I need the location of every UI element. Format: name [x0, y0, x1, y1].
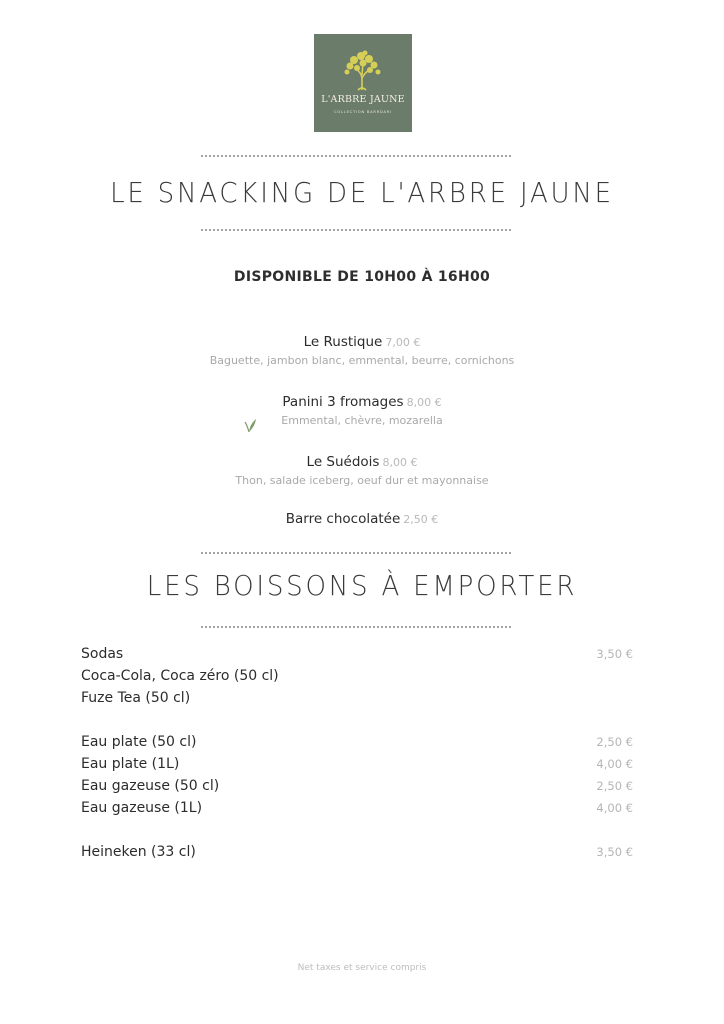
drink-row — [81, 687, 633, 709]
brand-logo — [314, 34, 412, 132]
drink-row — [81, 665, 633, 687]
drink-spacer — [81, 819, 633, 841]
drink-price: 2,50 € — [596, 735, 633, 749]
drink-price: 4,00 € — [596, 757, 633, 771]
drink-row — [81, 775, 633, 797]
dotted-divider — [201, 626, 511, 628]
logo-subtitle: COLLECTION BARRDARI — [334, 110, 392, 114]
snack-item — [0, 394, 724, 427]
drinks-list — [81, 643, 633, 863]
snack-name: Le Rustique — [303, 334, 383, 350]
drink-name: Eau gazeuse (1L) — [81, 800, 203, 816]
logo-name: L'ARBRE JAUNE — [321, 94, 405, 105]
snacking-title: LE SNACKING DE L'ARBRE JAUNE — [110, 176, 614, 209]
snack-description: Baguette, jambon blanc, emmental, beurre, cornichons — [209, 354, 515, 367]
snack-item — [0, 334, 724, 367]
drink-row — [81, 841, 633, 863]
vegetarian-leaf-icon — [244, 417, 258, 433]
drink-row — [81, 797, 633, 819]
drink-price: 2,50 € — [596, 779, 633, 793]
drink-name: Fuze Tea (50 cl) — [81, 690, 191, 706]
dotted-divider — [201, 552, 511, 554]
drink-name: Heineken (33 cl) — [81, 844, 196, 860]
snack-price: 8,00 € — [406, 396, 442, 409]
snack-price: 2,50 € — [403, 513, 439, 526]
footer-note: Net taxes et service compris — [297, 963, 427, 973]
drink-name: Eau plate (50 cl) — [81, 734, 197, 750]
drink-price: 3,50 € — [596, 845, 633, 859]
availability-hours: DISPONIBLE DE 10H00 À 16H00 — [233, 269, 491, 285]
drinks-title: LES BOISSONS À EMPORTER — [146, 569, 578, 602]
drink-price: 4,00 € — [596, 801, 633, 815]
snack-description: Thon, salade iceberg, oeuf dur et mayonnaise — [235, 474, 489, 487]
drink-price: 3,50 € — [596, 647, 633, 661]
drink-name: Sodas — [81, 646, 124, 662]
snack-name: Barre chocolatée — [285, 511, 401, 527]
snack-item — [0, 454, 724, 487]
drink-name: Eau gazeuse (50 cl) — [81, 778, 220, 794]
drink-name: Coca-Cola, Coca zéro (50 cl) — [81, 668, 279, 684]
drink-row — [81, 731, 633, 753]
snack-item — [0, 511, 724, 527]
drink-name: Eau plate (1L) — [81, 756, 180, 772]
tree-icon — [341, 48, 385, 92]
drink-spacer — [81, 709, 633, 731]
dotted-divider — [201, 155, 511, 157]
snack-price: 8,00 € — [382, 456, 418, 469]
drink-row — [81, 753, 633, 775]
snack-price: 7,00 € — [385, 336, 421, 349]
snack-description: Emmental, chèvre, mozarella — [281, 414, 443, 427]
drink-row — [81, 643, 633, 665]
snack-name: Le Suédois — [306, 454, 380, 470]
snack-name: Panini 3 fromages — [282, 394, 404, 410]
dotted-divider — [201, 229, 511, 231]
